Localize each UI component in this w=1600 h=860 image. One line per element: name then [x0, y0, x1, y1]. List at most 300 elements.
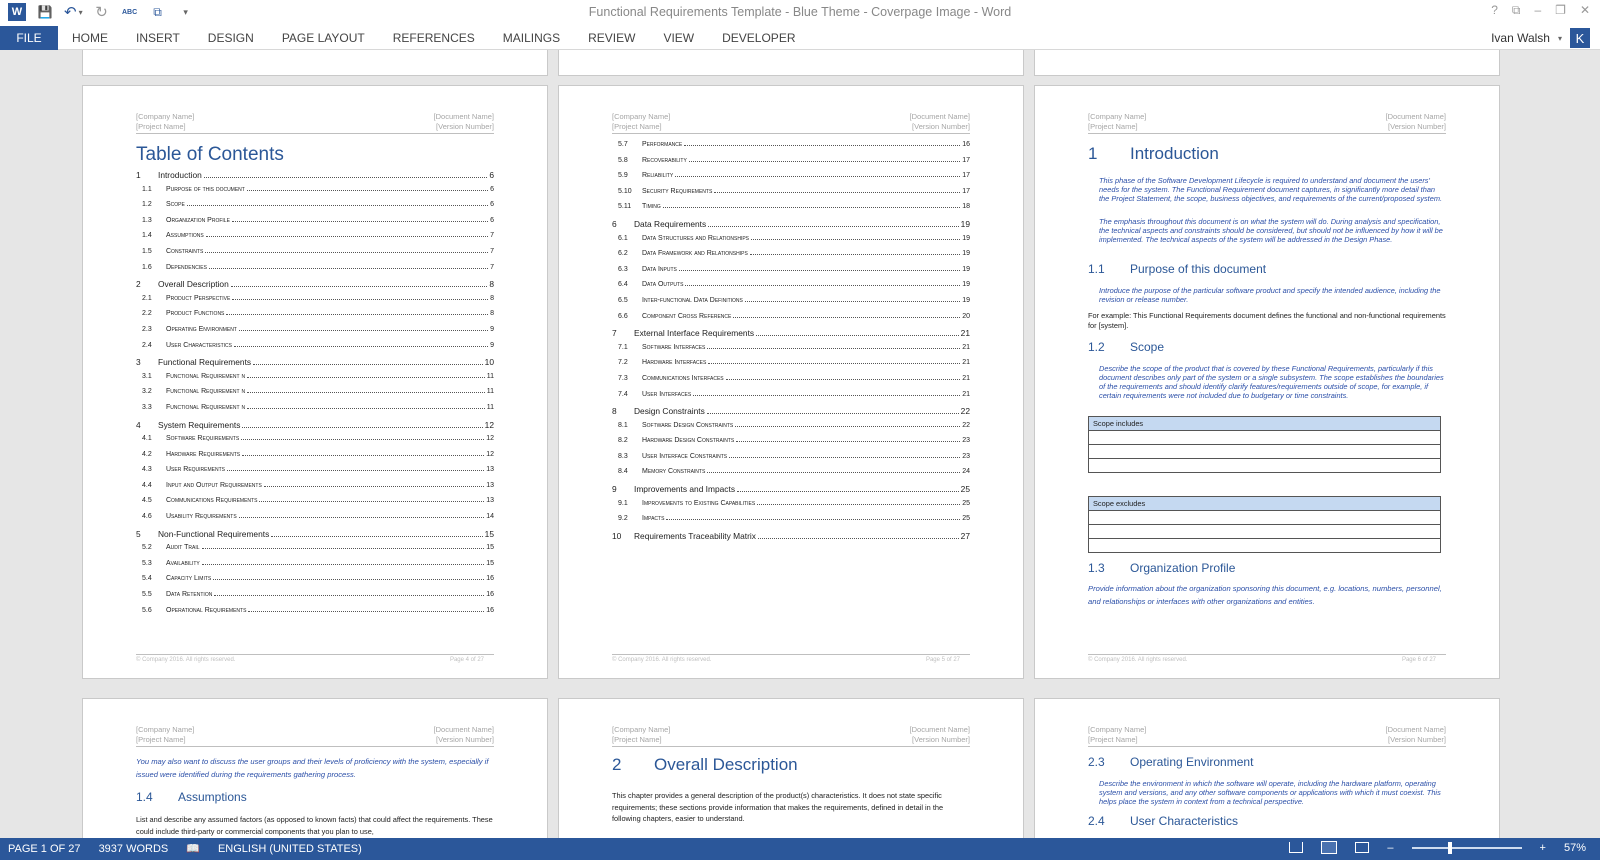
toc-entry-text: Operating Environment [166, 325, 237, 333]
scope-paragraph: Describe the scope of the product that is covered by these Functional Requirements, particularly if this document describes only part of the system or a single subsystem. The scope establishes the boundaries of the requirements and should identify clarify features/requirements outside of scope, for example, if certain requirements were not included due to budgetary or time constraints. [1099, 364, 1444, 400]
toc-entry-page: 21 [962, 374, 970, 382]
toc-leader [729, 457, 960, 458]
tab-references[interactable]: REFERENCES [392, 31, 475, 45]
heading-text: Overall Description [654, 755, 798, 774]
heading-purpose [1088, 262, 1266, 276]
toc-leader [758, 538, 959, 539]
user-groups-paragraph: You may also want to discuss the user groups and their levels of proficiency with the system, especially if issued were identified during the requirements gathering process. [136, 757, 489, 779]
ribbon-tabs [58, 26, 809, 50]
page-header [1088, 725, 1446, 747]
toc-entry-page: 16 [486, 591, 494, 599]
toc-entry[interactable] [612, 406, 970, 422]
table-cell[interactable] [1089, 431, 1441, 445]
toc-entry-number: 6 [612, 218, 617, 229]
toc-entry-text: Purpose of this document [166, 185, 245, 193]
toc-entry-page: 6 [490, 216, 494, 224]
heading-text: Scope [1130, 340, 1165, 354]
toc-entry[interactable] [136, 248, 494, 264]
heading-overall-description [612, 755, 798, 775]
toc-entry[interactable] [612, 266, 970, 282]
toc-entry-number: 2 [136, 279, 141, 290]
toc-entry[interactable] [612, 172, 970, 188]
toc-entry-number: 6.4 [618, 281, 628, 289]
toc-entry-text: User Requirements [166, 466, 226, 474]
heading-number: 2.3 [1088, 755, 1105, 769]
document-canvas[interactable] [0, 50, 1600, 838]
toc-entry-number: 5.9 [618, 172, 628, 180]
toc-entry-number: 5.6 [142, 606, 152, 614]
web-layout-icon[interactable] [1355, 842, 1369, 853]
spelling-button[interactable]: ABC [122, 8, 138, 16]
tab-view[interactable]: VIEW [663, 31, 695, 45]
toc-entry-text: Product Functions [166, 310, 225, 318]
assumptions-paragraph: List and describe any assumed factors (as opposed to known facts) that could affect the requirements. These could include third-party or commercial components that you plan to use, [136, 815, 493, 836]
toc-leader [745, 301, 960, 302]
toc-entry-text: Data Structures and Relationships [642, 234, 750, 242]
toc-leader [733, 317, 960, 318]
toc-entry-number: 6.2 [618, 250, 628, 258]
table-cell[interactable] [1089, 539, 1441, 553]
toc-entry-text: Non-Functional Requirements [158, 528, 270, 539]
toc-entry[interactable] [136, 357, 494, 373]
toc-entry[interactable] [136, 591, 494, 607]
toc-leader [666, 519, 960, 520]
toc-entry-number: 7.4 [618, 390, 628, 398]
scope-includes-header: Scope includes [1089, 417, 1441, 431]
toc-entry[interactable] [136, 560, 494, 576]
toc-entry[interactable] [612, 422, 970, 438]
heading-operating-environment [1088, 755, 1253, 769]
project-name: [Project Name] [612, 735, 662, 744]
toc-entry-text: Improvements to Existing Capabilities [642, 499, 756, 507]
customize-qat-button[interactable]: ▾ [183, 6, 188, 17]
toc-entry-number: 8.3 [618, 452, 628, 460]
toc-entry[interactable] [612, 375, 970, 391]
toc-entry[interactable] [136, 170, 494, 186]
tab-developer[interactable]: DEVELOPER [722, 31, 796, 45]
toc-leader [213, 579, 484, 580]
maximize-button[interactable]: ❐ [1555, 3, 1566, 17]
tab-insert[interactable]: INSERT [136, 31, 180, 45]
toc-leader [735, 426, 960, 427]
zoom-in-button[interactable]: + [1539, 841, 1546, 854]
page-7 [82, 698, 548, 838]
toc-entry-page: 25 [962, 499, 970, 507]
footer-copyright: © Company 2016. All rights reserved. [1088, 657, 1188, 663]
overall-description-paragraph: This chapter provides a general description of the product(s) characteristics. It does not state specific requirements; these sections provide information that makes the requirements, defined in detail in the following chapters, easier to understand. [612, 791, 944, 823]
toc-leader [214, 595, 484, 596]
company-name: [Company Name] [612, 112, 671, 121]
toc-entry-text: System Requirements [158, 419, 241, 430]
toc-entry-page: 19 [962, 265, 970, 273]
toc-entry-page: 12 [484, 419, 494, 430]
scope-excludes-header: Scope excludes [1089, 497, 1441, 511]
toc-entry-page: 11 [486, 403, 494, 411]
undo-icon: ↶ [64, 4, 77, 21]
toc-entry[interactable] [612, 203, 970, 219]
toc-leader [707, 348, 960, 349]
heading-number: 1.3 [1088, 561, 1105, 575]
toc-entry[interactable] [136, 420, 494, 436]
organization-paragraph: Provide information about the organization sponsoring this document, e.g. locations, numbers, personnel, and relationships or interfaces with other organizations and entities. [1088, 584, 1442, 606]
toc-entry-number: 5.10 [618, 187, 632, 195]
toc-entry-text: Impacts [642, 515, 665, 523]
toc-entry-number: 4.6 [142, 513, 152, 521]
table-cell[interactable] [1089, 445, 1441, 459]
toc-entry[interactable] [612, 344, 970, 360]
toc-leader [271, 536, 482, 537]
document-name: [Document Name] [1385, 725, 1446, 734]
toc-entry-number: 8.2 [618, 437, 628, 445]
toc-entry[interactable] [612, 313, 970, 329]
toc-entry-number: 4.4 [142, 481, 152, 489]
project-name: [Project Name] [136, 735, 186, 744]
footer-page: Page 5 of 27 [925, 657, 960, 663]
toc-entry-number: 4.1 [142, 435, 152, 443]
toc-entry[interactable] [612, 250, 970, 266]
toc-entry[interactable] [612, 157, 970, 173]
toc-leader [209, 268, 488, 269]
toc-entry[interactable] [612, 453, 970, 469]
toc-leader [750, 254, 960, 255]
toc-entry-number: 7.1 [618, 343, 628, 351]
help-button[interactable]: ? [1491, 3, 1498, 17]
toc-entry[interactable] [136, 186, 494, 202]
read-mode-icon[interactable] [1289, 842, 1303, 853]
close-button[interactable]: ✕ [1579, 3, 1590, 17]
toc-entry-page: 21 [962, 343, 970, 351]
toc-leader [264, 486, 484, 487]
chevron-down-icon[interactable]: ▾ [78, 7, 83, 17]
toc-entry-text: Software Interfaces [642, 343, 706, 351]
toc-entry-number: 6.1 [618, 234, 628, 242]
zoom-slider-handle[interactable] [1448, 842, 1452, 854]
toc-entry-text: User Characteristics [166, 341, 232, 349]
toc-entry[interactable] [612, 359, 970, 375]
version-number: [Version Number] [1388, 735, 1446, 744]
tab-file[interactable]: FILE [0, 26, 58, 50]
toc-entry[interactable] [136, 497, 494, 513]
toc-entry-number: 3 [136, 357, 141, 368]
toc-entry-number: 5 [136, 528, 141, 539]
toc-leader [205, 252, 488, 253]
toc-entry-page: 15 [486, 559, 494, 567]
heading-organization-profile [1088, 561, 1235, 575]
page-3-bottom [82, 50, 548, 76]
footer-page: Page 6 of 27 [1401, 657, 1436, 663]
toc-entry-text: Timing [642, 203, 661, 211]
ribbon-display-button[interactable]: ⧉ [1511, 3, 1521, 17]
toc-leader [684, 145, 960, 146]
toc-entry-text: Hardware Design Constraints [642, 437, 735, 445]
heading-scope [1088, 340, 1164, 354]
minimize-button[interactable]: – [1534, 3, 1542, 17]
toc-entry-page: 13 [486, 497, 494, 505]
page-6 [1034, 85, 1500, 679]
user-account[interactable] [1491, 28, 1590, 48]
toc-entry-number: 5.11 [618, 203, 632, 211]
toc-entry[interactable] [612, 391, 970, 407]
toc-entry-number: 3.2 [142, 388, 152, 396]
document-name: [Document Name] [433, 112, 494, 121]
toc-leader [675, 176, 960, 177]
redo-button[interactable]: ↻ [95, 4, 108, 21]
toc-entry-number: 1.1 [142, 185, 152, 193]
ribbon [0, 26, 1600, 50]
toc-leader [242, 455, 484, 456]
toc-entry[interactable] [136, 529, 494, 545]
toc-entry-number: 7 [612, 328, 617, 339]
heading-number: 2 [612, 755, 622, 774]
toc-entry-page: 9 [490, 325, 494, 333]
project-name: [Project Name] [1088, 735, 1138, 744]
toc-entry[interactable] [136, 326, 494, 342]
toc-entry[interactable] [136, 201, 494, 217]
purpose-paragraph: Introduce the purpose of the particular software product and specify the intended audience, including the revision or release number. [1099, 286, 1441, 304]
toc-entry-page: 17 [962, 172, 970, 180]
toc-entry-text: Constraints [166, 247, 204, 255]
toc-entry-page: 8 [490, 310, 494, 318]
toc-entry-page: 11 [486, 388, 494, 396]
toc-entry[interactable] [136, 279, 494, 295]
toc-entry-page: 15 [486, 544, 494, 552]
version-number: [Version Number] [1388, 122, 1446, 131]
toc-entry-number: 3.1 [142, 372, 152, 380]
toc-entry-page: 19 [960, 218, 970, 229]
toc-entry[interactable] [136, 388, 494, 404]
toc-entry[interactable] [136, 435, 494, 451]
toc-leader [247, 190, 488, 191]
toc-entry-text: Dependencies [166, 263, 207, 271]
toc-entry[interactable] [136, 404, 494, 420]
table-cell[interactable] [1089, 459, 1441, 473]
toc-leader [202, 564, 484, 565]
format-painter-button[interactable]: ⧉ [153, 4, 162, 19]
toc-entry-page: 16 [962, 141, 970, 148]
toc-entry-text: Audit Trail [166, 544, 200, 552]
toc-entry[interactable] [136, 373, 494, 389]
heading-number: 1.4 [136, 790, 153, 804]
company-name: [Company Name] [136, 725, 195, 734]
toc-entry-page: 12 [486, 435, 494, 443]
toc-leader [231, 286, 488, 287]
toc-entry-text: External Interface Requirements [634, 328, 755, 339]
toc-entry-number: 7.2 [618, 359, 628, 367]
toc-entry[interactable] [136, 232, 494, 248]
toc-entry-number: 9 [612, 484, 617, 495]
toc-entry-number: 1.2 [142, 201, 152, 209]
toc-entry[interactable] [612, 235, 970, 251]
toc-entry-number: 1.6 [142, 263, 152, 271]
toc-entry[interactable] [136, 342, 494, 358]
toc-entry-number: 1.5 [142, 247, 152, 255]
toc-entry[interactable] [136, 451, 494, 467]
heading-number: 1 [1088, 144, 1098, 163]
toc-entry-page: 27 [960, 530, 970, 541]
toc-entry[interactable] [136, 575, 494, 591]
toc-entry-page: 6 [490, 185, 494, 193]
toc-entry-text: Data Framework and Relationships [642, 250, 748, 258]
toc-entry-number: 9.2 [618, 515, 628, 523]
toc-entry[interactable] [136, 482, 494, 498]
company-name: [Company Name] [136, 112, 195, 121]
toc-leader [726, 379, 961, 380]
toc-entry[interactable] [612, 531, 970, 547]
toc-leader [714, 192, 960, 193]
toc-leader [707, 413, 959, 414]
toc-entry-text: Availability [166, 559, 200, 567]
toc-leader [708, 226, 959, 227]
heading-assumptions [136, 790, 247, 804]
toc-leader [756, 335, 959, 336]
page-header [136, 112, 494, 134]
print-layout-icon[interactable] [1321, 841, 1337, 854]
toc-entry-page: 21 [962, 390, 970, 398]
toc-entry-text: User Interface Constraints [642, 452, 728, 460]
proofing-icon[interactable]: 📖 [186, 843, 200, 855]
toc-entry-text: User Interfaces [642, 390, 692, 398]
heading-text: User Characteristics [1130, 814, 1239, 828]
toc-entry-number: 5.5 [142, 591, 152, 599]
toc-entry-number: 4 [136, 419, 141, 430]
page-header [136, 725, 494, 747]
toc-entry-page: 13 [486, 481, 494, 489]
toc-entry-page: 15 [484, 528, 494, 539]
toc-leader [693, 395, 960, 396]
toc-entry[interactable] [612, 141, 970, 157]
footer-copyright: © Company 2016. All rights reserved. [136, 657, 236, 663]
toc-entry[interactable] [136, 544, 494, 560]
toc-leader [737, 491, 959, 492]
toc-leader [234, 346, 488, 347]
toc-entry[interactable] [136, 466, 494, 482]
toc-entry-page: 20 [962, 312, 970, 320]
toc-entry-text: Recoverability [642, 156, 687, 164]
page-4 [82, 85, 548, 679]
footer-copyright: © Company 2016. All rights reserved. [612, 657, 712, 663]
toc-entry[interactable] [612, 437, 970, 453]
heading-number: 1.1 [1088, 262, 1105, 276]
table-cell[interactable] [1089, 511, 1441, 525]
toc-entry-page: 22 [960, 406, 970, 417]
zoom-slider[interactable] [1412, 847, 1522, 849]
toc-entry-page: 6 [490, 201, 494, 209]
toc-entry-number: 4.2 [142, 450, 152, 458]
toc-entry[interactable] [136, 513, 494, 529]
toc-entry[interactable] [612, 281, 970, 297]
window-title: Functional Requirements Template - Blue Theme - Coverpage Image - Word [588, 5, 1012, 19]
heading-introduction [1088, 144, 1219, 164]
toc-entry[interactable] [612, 219, 970, 235]
zoom-out-button[interactable]: – [1387, 841, 1394, 854]
operating-environment-paragraph: Describe the environment in which the software will operate, including the hardware platform, operating system and versions, and any other software components or applications with which it must coexist. This helps place the system in context from a technical perspective. [1099, 779, 1441, 806]
toc-entry[interactable] [612, 468, 970, 484]
tab-mailings[interactable]: MAILINGS [502, 31, 561, 45]
toc-entry[interactable] [612, 328, 970, 344]
toc-entry[interactable] [136, 310, 494, 326]
toc-entry[interactable] [612, 484, 970, 500]
toc-entry-page: 25 [960, 484, 970, 495]
toc-entry-page: 8 [489, 279, 494, 290]
toc-entry-text: Scope [166, 201, 185, 209]
save-button[interactable]: 💾 [37, 5, 53, 19]
toc-entry-text: Security Requirements [642, 187, 713, 195]
toc-leader [685, 285, 960, 286]
company-name: [Company Name] [1088, 112, 1147, 121]
toc-entry[interactable] [612, 188, 970, 204]
word-logo-icon: W [8, 3, 26, 21]
avatar[interactable]: K [1570, 28, 1590, 48]
heading-text: Introduction [1130, 144, 1219, 163]
toc-entry-text: Input and Output Requirements [166, 481, 262, 489]
toc-entry-page: 24 [962, 468, 970, 476]
toc-entry[interactable] [136, 295, 494, 311]
toc-entry-page: 13 [486, 466, 494, 474]
toc-entry-number: 8.4 [618, 468, 628, 476]
toc-entry-page: 7 [490, 247, 494, 255]
toc-entry-page: 10 [484, 357, 494, 368]
tab-home[interactable]: HOME [72, 31, 108, 45]
page-footer [612, 654, 970, 663]
tab-design[interactable]: DESIGN [207, 31, 254, 45]
toc-entry-number: 6.3 [618, 265, 628, 273]
toc-leader [679, 270, 960, 271]
version-number: [Version Number] [436, 735, 494, 744]
toc-entry-page: 17 [962, 187, 970, 195]
toc-entry-number: 10 [612, 530, 622, 541]
toc-entry-text: Component Cross Reference [642, 312, 732, 320]
company-name: [Company Name] [612, 725, 671, 734]
chevron-down-icon: ▾ [1557, 33, 1562, 43]
toc-entry[interactable] [136, 264, 494, 280]
toc-entry-page: 21 [962, 359, 970, 367]
toc-entry-text: Performance [642, 141, 683, 148]
tab-page-layout[interactable]: PAGE LAYOUT [281, 31, 365, 45]
toc-entry-text: Data Requirements [634, 218, 707, 229]
tab-review[interactable]: REVIEW [588, 31, 636, 45]
toc-entry-number: 6.5 [618, 296, 628, 304]
toc-entry[interactable] [612, 500, 970, 516]
word-count[interactable]: 3937 WORDS [98, 842, 169, 855]
table-cell[interactable] [1089, 525, 1441, 539]
toc-leader [757, 504, 960, 505]
toc-leader [206, 236, 488, 237]
intro-paragraph: This phase of the Software Development Lifecycle is required to understand and document the users' needs for the system. The Functional Requirement document captures, in significantly more detail than the Project Statement, the scope, business objectives, and requirements of the current/proposed system. [1099, 176, 1443, 203]
page-footer [1088, 654, 1446, 663]
zoom-level[interactable]: 57% [1563, 841, 1586, 854]
page-9 [1034, 698, 1500, 838]
heading-number: 2.4 [1088, 814, 1105, 828]
toc-leader [204, 177, 488, 178]
toc-entry-page: 21 [960, 328, 970, 339]
toc-entry-text: Overall Description [158, 279, 229, 290]
toc-leader [708, 363, 960, 364]
toc-entry-text: Hardware Interfaces [642, 359, 707, 367]
heading-text: Operating Environment [1130, 755, 1254, 769]
toc-entry[interactable] [612, 297, 970, 313]
toc-entry[interactable] [136, 607, 494, 623]
toc-entry[interactable] [612, 515, 970, 531]
toc-entry-number: 5.4 [142, 575, 152, 583]
toc-entry-text: Requirements Traceability Matrix [634, 530, 756, 541]
page-count[interactable]: PAGE 1 OF 27 [8, 842, 81, 855]
toc-entry-number: 2.2 [142, 310, 152, 318]
language[interactable]: ENGLISH (UNITED STATES) [217, 842, 362, 855]
toc-entry[interactable] [136, 217, 494, 233]
toc-entry-number: 5.7 [618, 141, 628, 148]
toc-entry-number: 2.3 [142, 325, 152, 333]
toc-entry-number: 9.1 [618, 499, 628, 507]
